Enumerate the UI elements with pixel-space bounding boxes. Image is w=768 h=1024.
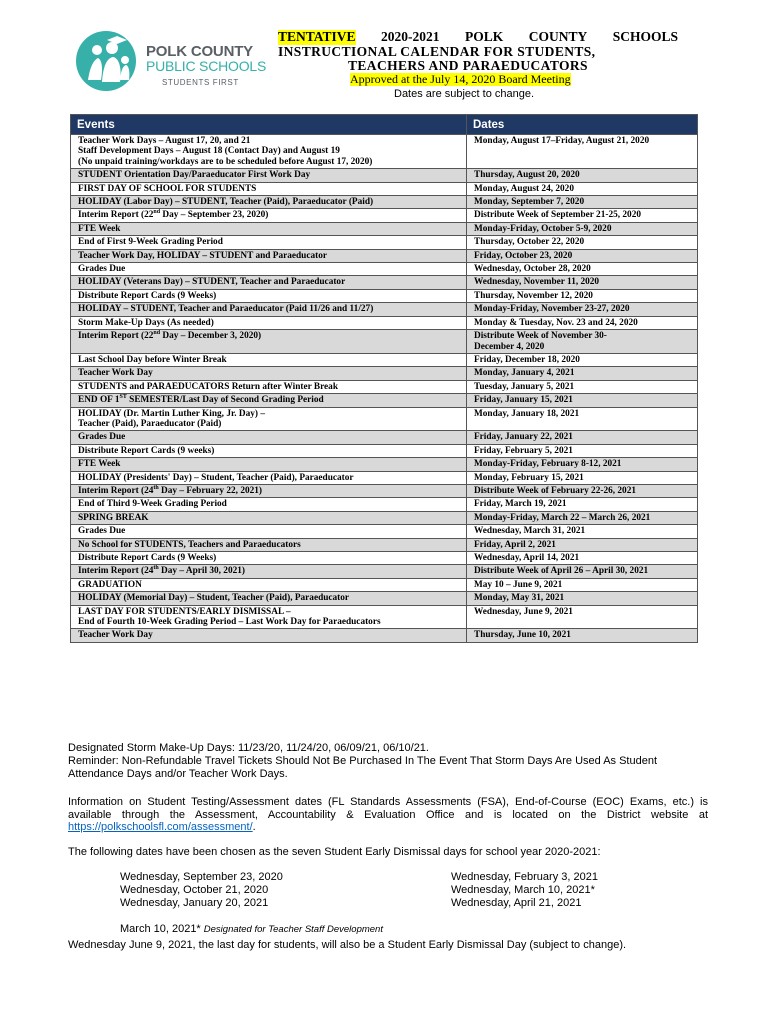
event-line: [78, 277, 460, 287]
event-cell: [71, 380, 467, 393]
event-cell: [71, 394, 467, 407]
date-line: Monday, January 4, 2021: [474, 368, 575, 379]
title-word: SCHOOLS: [612, 29, 678, 44]
event-text: LAST DAY FOR STUDENTS/EARLY DISMISSAL –: [78, 606, 291, 617]
event-cell: [71, 330, 467, 354]
table-row: [71, 552, 698, 565]
event-cell: [71, 458, 467, 471]
early-dismissal-date: Wednesday, March 10, 2021*: [451, 884, 595, 896]
event-cell: [71, 538, 467, 551]
date-line: Thursday, August 20, 2020: [474, 170, 580, 181]
title-line-2: INSTRUCTIONAL CALENDAR FOR STUDENTS,: [278, 43, 596, 59]
date-line: Distribute Week of November 30-: [474, 331, 607, 342]
date-cell: [467, 249, 698, 262]
assessment-info-text: Information on Student Testing/Assessment dates (FL Standards Assessments (FSA), End-of-Course (EOC) Exams, etc.) is available through the Assessment, Accountability & Evaluation Office and is located on the District website at: [68, 796, 708, 821]
date-cell: [467, 394, 698, 407]
event-text: HOLIDAY (Dr. Martin Luther King, Jr. Day) –: [78, 408, 265, 419]
event-text: Grades Due: [78, 432, 126, 443]
date-cell: [467, 169, 698, 182]
march-footnote-date: March 10, 2021*: [120, 923, 201, 935]
event-cell: [71, 263, 467, 276]
event-cell: [71, 511, 467, 524]
early-dismissal-date: Wednesday, January 20, 2021: [120, 897, 269, 909]
event-cell: [71, 592, 467, 605]
date-cell: [467, 525, 698, 538]
early-dismissal-date: Wednesday, April 21, 2021: [451, 897, 582, 909]
table-row: [71, 330, 698, 354]
last-day-note: Wednesday June 9, 2021, the last day for students, will also be a Student Early Dismissal Day (subject to change).: [68, 939, 627, 951]
table-row: [71, 407, 698, 431]
date-line: Friday, October 23, 2020: [474, 250, 573, 261]
date-line: Wednesday, March 31, 2021: [474, 526, 586, 537]
event-line: [78, 184, 460, 194]
date-line: Monday & Tuesday, Nov. 23 and 24, 2020: [474, 317, 638, 328]
calendar-table-body: [71, 135, 698, 643]
event-text: FTE Week: [78, 459, 121, 470]
event-line: End of Fourth 10-Week Grading Period – Last Work Day for Paraeducators: [78, 617, 381, 628]
date-cell: [467, 538, 698, 551]
date-line: Wednesday, June 9, 2021: [474, 606, 573, 617]
event-text: End of First 9-Week Grading Period: [78, 237, 223, 248]
date-line: Friday, April 2, 2021: [474, 539, 556, 550]
event-text-cont: SEMESTER/Last Day of Second Grading Period: [126, 395, 324, 406]
event-line: [78, 513, 460, 523]
date-cell: [467, 484, 698, 497]
date-cell: [467, 236, 698, 249]
date-line: Monday, May 31, 2021: [474, 593, 565, 604]
event-cell: [71, 303, 467, 316]
title-word: POLK: [464, 29, 504, 44]
event-line: [78, 264, 460, 274]
date-cell: [467, 263, 698, 276]
table-row: [71, 605, 698, 629]
date-line: May 10 – June 9, 2021: [474, 579, 563, 590]
date-line: Monday, August 17–Friday, August 21, 2020: [474, 136, 650, 146]
event-cell: [71, 222, 467, 235]
event-line: [78, 540, 460, 550]
tentative-label: TENTATIVE: [278, 29, 356, 44]
event-text: FTE Week: [78, 223, 121, 234]
date-line: Monday-Friday, February 8-12, 2021: [474, 459, 622, 470]
table-row: [71, 209, 698, 222]
students-logo-icon: [70, 30, 142, 92]
event-line: [78, 331, 460, 341]
date-cell: [467, 330, 698, 354]
table-row: [71, 444, 698, 457]
date-line: Wednesday, October 28, 2020: [474, 264, 591, 275]
date-cell: [467, 289, 698, 302]
date-line: Thursday, June 10, 2021: [474, 630, 571, 641]
title-year: 2020-2021: [381, 29, 440, 44]
logo-tagline: STUDENTS FIRST: [162, 78, 239, 87]
date-cell: [467, 431, 698, 444]
calendar-table: [70, 114, 698, 643]
event-line: [78, 553, 460, 563]
event-text: Storm Make-Up Days (As needed): [78, 317, 214, 328]
table-row: [71, 484, 698, 497]
date-line: Thursday, November 12, 2020: [474, 290, 593, 301]
table-row: [71, 353, 698, 366]
document-title: [278, 30, 678, 74]
table-row: [71, 169, 698, 182]
date-cell: [467, 605, 698, 629]
table-row: [71, 182, 698, 195]
date-cell: [467, 380, 698, 393]
event-cell: [71, 484, 467, 497]
date-line: Monday, September 7, 2020: [474, 197, 585, 208]
date-line: Friday, March 19, 2021: [474, 499, 567, 510]
table-row: [71, 303, 698, 316]
event-text: Interim Report (22: [78, 331, 154, 342]
date-line: Wednesday, April 14, 2021: [474, 553, 580, 563]
table-row: [71, 263, 698, 276]
event-text: STUDENTS and PARAEDUCATORS Return after Winter Break: [78, 381, 338, 392]
event-line: [78, 224, 460, 234]
event-line: [78, 486, 460, 496]
travel-reminder: Reminder: Non-Refundable Travel Tickets Should Not Be Purchased In The Event That Storm Days Are Used As Student Attendance Days and/or Teacher Work Days.: [68, 755, 658, 780]
event-text: Teacher Work Days – August 17, 20, and 21: [78, 136, 251, 146]
event-text: No School for STUDENTS, Teachers and Paraeducators: [78, 539, 301, 550]
event-line: [78, 291, 460, 301]
date-line: Monday-Friday, November 23-27, 2020: [474, 304, 630, 315]
date-line: Monday, January 18, 2021: [474, 408, 580, 419]
date-line: Distribute Week of September 21-25, 2020: [474, 210, 641, 221]
date-cell: [467, 135, 698, 169]
event-cell: [71, 525, 467, 538]
table-row: [71, 316, 698, 329]
event-cell: [71, 249, 467, 262]
early-dismissal-date: Wednesday, September 23, 2020: [120, 871, 283, 883]
table-row: [71, 458, 698, 471]
event-text: Distribute Report Cards (9 Weeks): [78, 553, 217, 563]
event-text: End of Third 9-Week Grading Period: [78, 499, 227, 510]
title-word: COUNTY: [528, 29, 588, 44]
event-line: [78, 409, 460, 419]
date-line: Thursday, October 22, 2020: [474, 237, 585, 248]
event-text: FIRST DAY OF SCHOOL FOR STUDENTS: [78, 183, 257, 194]
date-line: Monday, February 15, 2021: [474, 472, 584, 483]
event-text: Distribute Report Cards (9 Weeks): [78, 290, 217, 301]
event-line: [78, 210, 460, 220]
event-cell: [71, 605, 467, 629]
date-cell: [467, 498, 698, 511]
event-line: [78, 566, 460, 576]
event-line: [78, 368, 460, 378]
event-cell: [71, 407, 467, 431]
district-logo: [70, 30, 270, 92]
event-cell: [71, 289, 467, 302]
subject-to-change-note: Dates are subject to change.: [394, 88, 535, 100]
event-text: HOLIDAY (Presidents' Day) – Student, Teacher (Paid), Paraeducator: [78, 472, 354, 483]
event-superscript: th: [153, 484, 159, 491]
event-cell: [71, 169, 467, 182]
event-line: [78, 136, 460, 146]
table-row: [71, 367, 698, 380]
event-text: STUDENT Orientation Day/Paraeducator First Work Day: [78, 170, 311, 181]
date-line: Tuesday, January 5, 2021: [474, 381, 575, 392]
event-line: [78, 580, 460, 590]
event-cell: [71, 552, 467, 565]
event-line: [78, 499, 460, 509]
event-cell: [71, 565, 467, 578]
event-line: [78, 170, 460, 180]
event-text-cont: Day – February 22, 2021): [158, 485, 263, 496]
date-line: Distribute Week of April 26 – April 30, 2021: [474, 566, 649, 577]
event-text: Grades Due: [78, 526, 126, 537]
event-cell: [71, 367, 467, 380]
event-text-cont: Day – December 3, 2020): [160, 331, 262, 342]
event-text: HOLIDAY (Veterans Day) – STUDENT, Teacher and Paraeducator: [78, 277, 346, 288]
event-line: [78, 237, 460, 247]
event-cell: [71, 498, 467, 511]
march-footnote: [120, 923, 383, 935]
event-text-cont: Day – April 30, 2021): [158, 566, 245, 577]
dates-column-header: Dates: [467, 115, 698, 135]
date-line: Monday-Friday, March 22 – March 26, 2021: [474, 512, 651, 523]
date-line: December 4, 2020: [474, 341, 545, 352]
date-line: Friday, February 5, 2021: [474, 445, 573, 456]
events-column-header: Events: [71, 115, 467, 135]
event-line: [78, 251, 460, 261]
early-dismissal-intro: The following dates have been chosen as the seven Student Early Dismissal days for school year 2020-2021:: [68, 846, 601, 858]
event-line: Teacher (Paid), Paraeducator (Paid): [78, 418, 222, 429]
event-text: END OF 1: [78, 395, 120, 406]
event-line: [78, 355, 460, 365]
table-row: [71, 135, 698, 169]
table-row: [71, 196, 698, 209]
event-line: [78, 197, 460, 207]
event-text: Distribute Report Cards (9 weeks): [78, 445, 215, 456]
event-line: [78, 432, 460, 442]
event-text: GRADUATION: [78, 579, 142, 590]
date-cell: [467, 209, 698, 222]
date-cell: [467, 316, 698, 329]
event-text: HOLIDAY (Labor Day) – STUDENT, Teacher (Paid), Paraeducator (Paid): [78, 197, 374, 208]
event-line: [78, 473, 460, 483]
table-row: [71, 380, 698, 393]
table-header-row: [71, 115, 698, 135]
table-row: [71, 565, 698, 578]
event-cell: [71, 444, 467, 457]
event-cell: [71, 353, 467, 366]
date-cell: [467, 222, 698, 235]
date-line: Monday-Friday, October 5-9, 2020: [474, 223, 612, 234]
event-cell: [71, 276, 467, 289]
table-row: [71, 222, 698, 235]
event-superscript: th: [153, 565, 159, 572]
event-line: [78, 318, 460, 328]
assessment-info: [68, 796, 708, 834]
event-text: Last School Day before Winter Break: [78, 354, 227, 365]
event-cell: [71, 629, 467, 642]
date-line: Friday, January 22, 2021: [474, 432, 573, 443]
date-cell: [467, 458, 698, 471]
logo-name: POLK COUNTY: [146, 43, 253, 60]
date-cell: [467, 592, 698, 605]
table-row: [71, 236, 698, 249]
event-line: (No unpaid training/workdays are to be scheduled before August 17, 2020): [78, 156, 373, 167]
event-line: [78, 526, 460, 536]
event-text: HOLIDAY (Memorial Day) – Student, Teacher (Paid), Paraeducator: [78, 593, 350, 604]
table-row: [71, 471, 698, 484]
event-cell: [71, 578, 467, 591]
event-line: [78, 382, 460, 392]
date-cell: [467, 407, 698, 431]
table-row: [71, 276, 698, 289]
event-superscript: ST: [119, 394, 127, 401]
date-cell: [467, 471, 698, 484]
table-row: [71, 592, 698, 605]
event-cell: [71, 236, 467, 249]
table-row: [71, 511, 698, 524]
date-cell: [467, 353, 698, 366]
event-line: [78, 593, 460, 603]
event-text: Teacher Work Day: [78, 630, 153, 641]
table-row: [71, 498, 698, 511]
table-row: [71, 578, 698, 591]
event-superscript: nd: [153, 330, 161, 336]
date-line: Wednesday, November 11, 2020: [474, 277, 600, 288]
event-text: Interim Report (24: [78, 566, 154, 577]
date-line: Monday, August 24, 2020: [474, 183, 574, 194]
logo-subtitle: PUBLIC SCHOOLS: [146, 58, 267, 74]
event-line: [78, 607, 460, 617]
event-cell: [71, 316, 467, 329]
table-row: [71, 289, 698, 302]
date-line: Friday, December 18, 2020: [474, 354, 580, 365]
event-cell: [71, 471, 467, 484]
event-cell: [71, 431, 467, 444]
date-cell: [467, 578, 698, 591]
table-row: [71, 629, 698, 642]
event-cell: [71, 182, 467, 195]
event-text: Interim Report (24: [78, 485, 154, 496]
event-text: Interim Report (22: [78, 210, 154, 221]
table-row: [71, 394, 698, 407]
date-cell: [467, 565, 698, 578]
event-line: Staff Development Days – August 18 (Contact Day) and August 19: [78, 146, 340, 157]
date-cell: [467, 629, 698, 642]
date-cell: [467, 444, 698, 457]
march-footnote-text: Designated for Teacher Staff Development: [203, 924, 383, 935]
assessment-info-end: .: [252, 821, 256, 834]
date-cell: [467, 196, 698, 209]
table-row: [71, 249, 698, 262]
event-text: Teacher Work Day, HOLIDAY – STUDENT and Paraeducator: [78, 250, 327, 261]
date-cell: [467, 367, 698, 380]
event-text: Teacher Work Day: [78, 368, 153, 379]
assessment-link[interactable]: https://polkschoolsfl.com/assessment/: [68, 821, 253, 834]
date-cell: [467, 276, 698, 289]
event-text: HOLIDAY – STUDENT, Teacher and Paraeducator (Paid 11/26 and 11/27): [78, 304, 374, 315]
date-cell: [467, 182, 698, 195]
event-line: [78, 459, 460, 469]
event-cell: [71, 209, 467, 222]
event-superscript: nd: [153, 209, 161, 216]
event-line: [78, 304, 460, 314]
event-cell: [71, 196, 467, 209]
event-line: [78, 395, 460, 405]
date-cell: [467, 511, 698, 524]
date-cell: [467, 303, 698, 316]
date-cell: [467, 552, 698, 565]
title-line-3: TEACHERS AND PARAEDUCATORS: [348, 58, 588, 73]
table-row: [71, 538, 698, 551]
table-row: [71, 431, 698, 444]
event-line: [78, 630, 460, 640]
early-dismissal-date: Wednesday, February 3, 2021: [451, 871, 598, 883]
date-line: Friday, January 15, 2021: [474, 395, 573, 406]
date-line: Distribute Week of February 22-26, 2021: [474, 485, 636, 496]
table-row: [71, 525, 698, 538]
storm-makeup-days: Designated Storm Make-Up Days: 11/23/20, 11/24/20, 06/09/21, 06/10/21.: [68, 742, 429, 754]
event-text: SPRING BREAK: [78, 512, 149, 523]
event-line: [78, 446, 460, 456]
early-dismissal-date: Wednesday, October 21, 2020: [120, 884, 269, 896]
event-text-cont: Day – September 23, 2020): [160, 210, 269, 221]
event-text: Grades Due: [78, 264, 126, 275]
event-cell: [71, 135, 467, 169]
approval-note: Approved at the July 14, 2020 Board Meeting: [350, 72, 571, 86]
